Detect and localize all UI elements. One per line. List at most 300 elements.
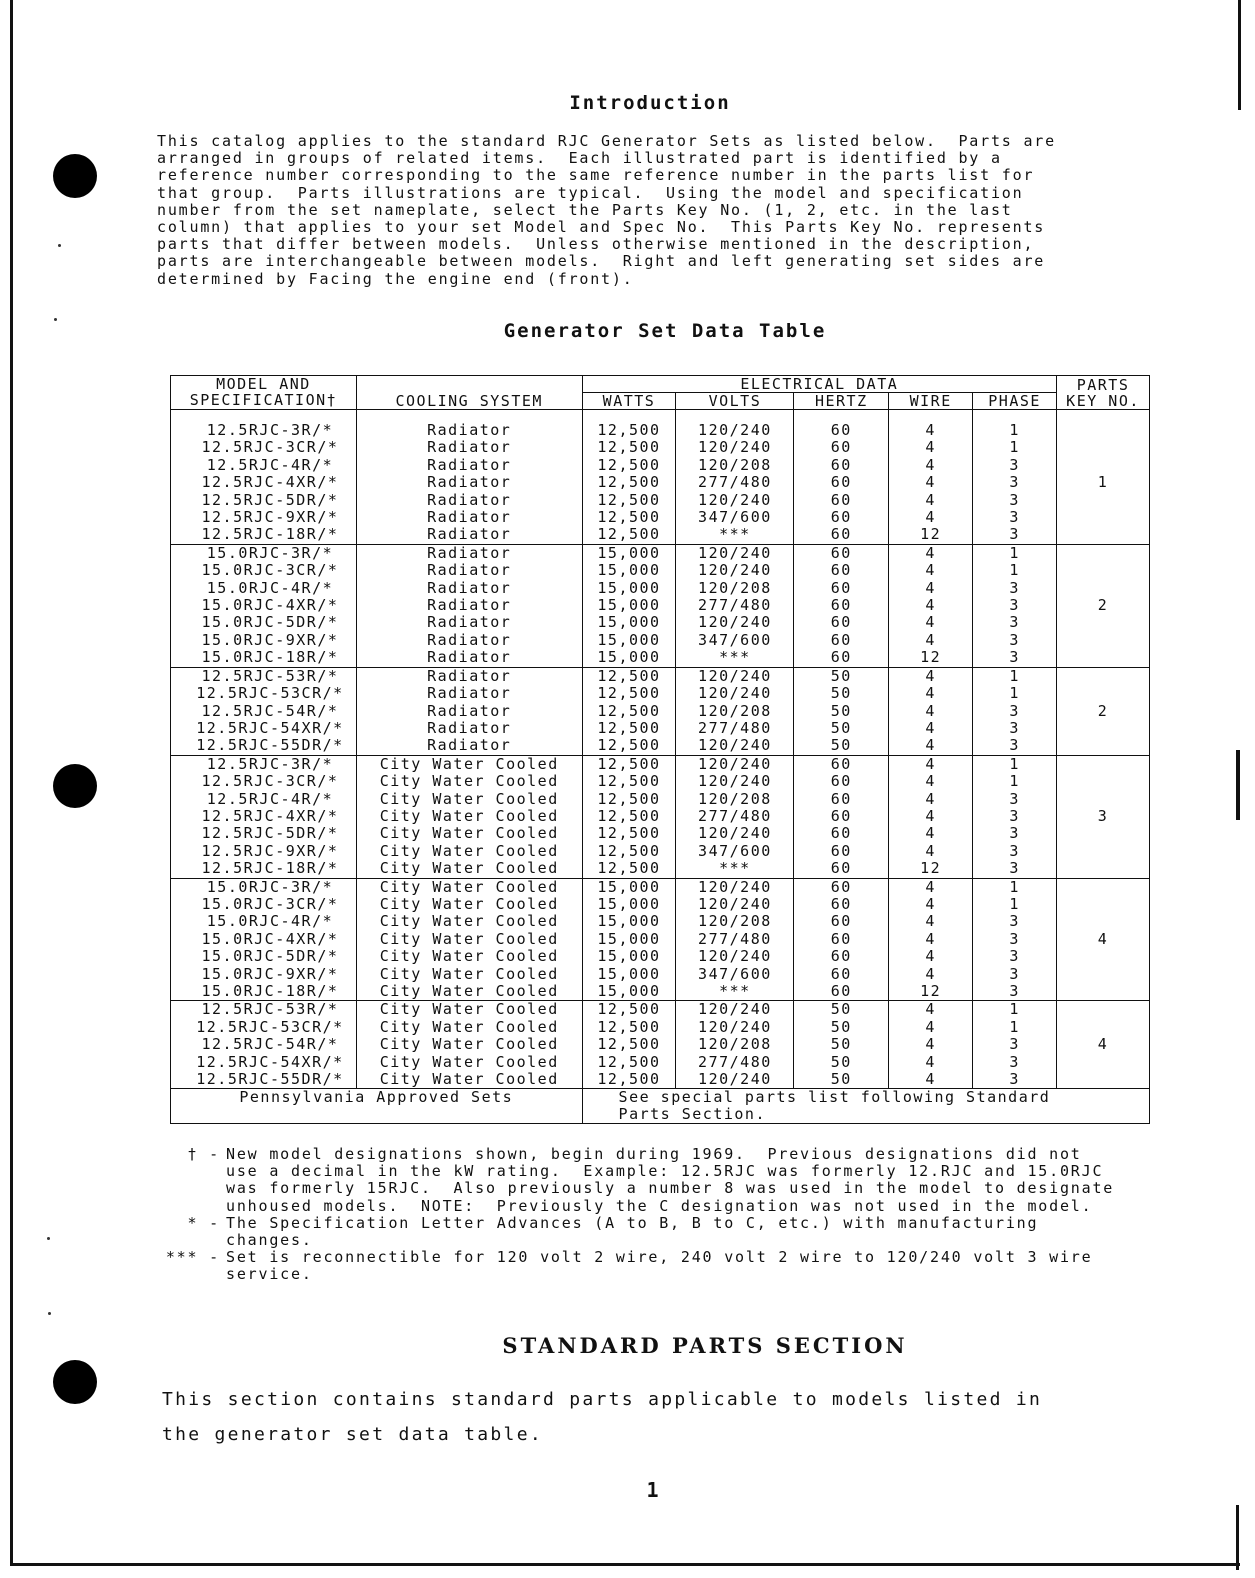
- page-border-right-mid: [1236, 750, 1240, 820]
- cell-phase: 1: [973, 562, 1057, 579]
- cell-cooling: Radiator: [356, 737, 582, 755]
- cell-phase: 3: [973, 931, 1057, 948]
- cell-model: 15.0RJC-3R/*: [171, 878, 357, 896]
- standard-parts-title: STANDARD PARTS SECTION: [502, 1333, 908, 1358]
- cell-parts-key: 2: [1057, 667, 1150, 755]
- table-row: [171, 878, 1150, 896]
- cell-hertz: 60: [794, 878, 889, 896]
- cell-phase: 1: [973, 1019, 1057, 1036]
- cell-model: 12.5RJC-3CR/*: [171, 773, 357, 790]
- cell-phase: 3: [973, 983, 1057, 1001]
- standard-parts-line2: the generator set data table.: [162, 1424, 543, 1445]
- cell-hertz: 60: [794, 649, 889, 667]
- table-row: [171, 614, 1150, 631]
- table-row: [171, 860, 1150, 878]
- binder-hole-top: [53, 154, 97, 198]
- cell-watts: 12,500: [582, 755, 676, 773]
- cell-cooling: City Water Cooled: [356, 825, 582, 842]
- cell-wire: 4: [889, 492, 973, 509]
- cell-volts: 347/600: [676, 509, 794, 526]
- cell-phase: 1: [973, 878, 1057, 896]
- cell-wire: 4: [889, 720, 973, 737]
- cell-model: 12.5RJC-53R/*: [171, 667, 357, 685]
- cell-phase: 3: [973, 474, 1057, 491]
- cell-model: 15.0RJC-9XR/*: [171, 966, 357, 983]
- footnote-line: The Specification Letter Advances (A to B, B to C, etc.) with manufacturing: [226, 1213, 1039, 1232]
- cell-hertz: 50: [794, 737, 889, 755]
- cell-watts: 15,000: [582, 597, 676, 614]
- cell-volts: 277/480: [676, 808, 794, 825]
- table-row: [171, 474, 1150, 491]
- cell-volts: 120/208: [676, 580, 794, 597]
- cell-cooling: City Water Cooled: [356, 773, 582, 790]
- cell-wire: 12: [889, 860, 973, 878]
- cell-volts: 120/240: [676, 562, 794, 579]
- cell-phase: 3: [973, 703, 1057, 720]
- cell-hertz: 50: [794, 1019, 889, 1036]
- cell-phase: 3: [973, 913, 1057, 930]
- cell-phase: 3: [973, 825, 1057, 842]
- header-phase: PHASE: [973, 393, 1057, 410]
- cell-watts: 15,000: [582, 649, 676, 667]
- cell-phase: 3: [973, 1036, 1057, 1053]
- cell-model: 15.0RJC-3CR/*: [171, 896, 357, 913]
- cell-watts: 12,500: [582, 1019, 676, 1036]
- table-row: [171, 492, 1150, 509]
- cell-wire: 4: [889, 755, 973, 773]
- standard-parts-line1: This section contains standard parts applicable to models listed in: [162, 1389, 1043, 1410]
- cell-phase: 1: [973, 544, 1057, 562]
- cell-wire: 4: [889, 422, 973, 439]
- cell-volts: 120/240: [676, 1019, 794, 1036]
- cell-phase: 3: [973, 1054, 1057, 1071]
- cell-cooling: City Water Cooled: [356, 1054, 582, 1071]
- cell-phase: 3: [973, 808, 1057, 825]
- introduction-line: arranged in groups of related items. Each illustrated part is identified by a: [157, 149, 1002, 168]
- cell-watts: 12,500: [582, 509, 676, 526]
- footnote-line: was formerly 15RJC. Also previously a number 8 was used in the model to designate: [226, 1179, 1115, 1198]
- cell-volts: 120/240: [676, 737, 794, 755]
- footnotes: [156, 1146, 1216, 1284]
- cell-model: 15.0RJC-18R/*: [171, 983, 357, 1001]
- cell-model: 12.5RJC-5DR/*: [171, 492, 357, 509]
- cell-model: 12.5RJC-3R/*: [171, 755, 357, 773]
- cell-phase: 3: [973, 614, 1057, 631]
- cell-watts: 12,500: [582, 843, 676, 860]
- table-row: [171, 580, 1150, 597]
- table-row: [171, 737, 1150, 755]
- cell-parts-key: 4: [1057, 878, 1150, 1001]
- cell-model: 12.5RJC-18R/*: [171, 860, 357, 878]
- cell-cooling: City Water Cooled: [356, 808, 582, 825]
- cell-hertz: 50: [794, 685, 889, 702]
- cell-phase: 3: [973, 1071, 1057, 1089]
- cell-model: 12.5RJC-4R/*: [171, 791, 357, 808]
- cell-watts: 12,500: [582, 685, 676, 702]
- table-title: Generator Set Data Table: [503, 320, 827, 342]
- cell-hertz: 60: [794, 492, 889, 509]
- cell-watts: 12,500: [582, 526, 676, 544]
- standard-parts-text: [162, 1382, 1162, 1452]
- table-row: [171, 1036, 1150, 1053]
- table-row: [171, 983, 1150, 1001]
- cell-parts-key: 3: [1057, 755, 1150, 878]
- cell-cooling: Radiator: [356, 667, 582, 685]
- cell-volts: 120/240: [676, 439, 794, 456]
- cell-phase: 1: [973, 773, 1057, 790]
- table-row: [171, 685, 1150, 702]
- cell-watts: 12,500: [582, 457, 676, 474]
- cell-model: 12.5RJC-54R/*: [171, 1036, 357, 1053]
- cell-cooling: Radiator: [356, 649, 582, 667]
- cell-model: 15.0RJC-5DR/*: [171, 614, 357, 631]
- table-row: [171, 896, 1150, 913]
- cell-wire: 12: [889, 526, 973, 544]
- cell-wire: 4: [889, 931, 973, 948]
- footer-see-special: [582, 1089, 1149, 1124]
- cell-cooling: Radiator: [356, 597, 582, 614]
- table-row: [171, 931, 1150, 948]
- table-row: [171, 526, 1150, 544]
- cell-phase: 3: [973, 649, 1057, 667]
- table-row: [171, 966, 1150, 983]
- cell-phase: 3: [973, 526, 1057, 544]
- table-row: [171, 703, 1150, 720]
- cell-cooling: Radiator: [356, 544, 582, 562]
- cell-model: 15.0RJC-3R/*: [171, 544, 357, 562]
- header-hertz: HERTZ: [794, 393, 889, 410]
- table-row: [171, 1001, 1150, 1019]
- cell-wire: 4: [889, 1054, 973, 1071]
- table-row: [171, 1071, 1150, 1089]
- table-row: [171, 562, 1150, 579]
- cell-volts: 120/208: [676, 913, 794, 930]
- cell-model: 15.0RJC-4R/*: [171, 580, 357, 597]
- cell-model: 12.5RJC-9XR/*: [171, 509, 357, 526]
- page-border-left: [10, 0, 13, 1566]
- cell-wire: 4: [889, 632, 973, 649]
- cell-hertz: 60: [794, 526, 889, 544]
- cell-watts: 12,500: [582, 1071, 676, 1089]
- cell-wire: 12: [889, 983, 973, 1001]
- cell-watts: 15,000: [582, 580, 676, 597]
- cell-model: 12.5RJC-55DR/*: [171, 1071, 357, 1089]
- header-volts: VOLTS: [676, 393, 794, 410]
- cell-parts-key: 1: [1057, 422, 1150, 544]
- cell-hertz: 60: [794, 913, 889, 930]
- cell-cooling: City Water Cooled: [356, 1036, 582, 1053]
- cell-phase: 3: [973, 597, 1057, 614]
- cell-phase: 3: [973, 492, 1057, 509]
- cell-hertz: 60: [794, 439, 889, 456]
- cell-watts: 12,500: [582, 773, 676, 790]
- cell-model: 12.5RJC-53R/*: [171, 1001, 357, 1019]
- cell-wire: 4: [889, 843, 973, 860]
- cell-watts: 15,000: [582, 931, 676, 948]
- cell-volts: ***: [676, 649, 794, 667]
- header-model-line2: SPECIFICATION†: [189, 391, 338, 409]
- introduction-line: determined by Facing the engine end (front).: [157, 269, 634, 288]
- cell-hertz: 60: [794, 896, 889, 913]
- cell-cooling: City Water Cooled: [356, 755, 582, 773]
- table-row: [171, 422, 1150, 439]
- cell-model: 15.0RJC-4XR/*: [171, 931, 357, 948]
- cell-watts: 12,500: [582, 422, 676, 439]
- cell-volts: 120/240: [676, 492, 794, 509]
- table-row: [171, 649, 1150, 667]
- footer-pennsylvania: Pennsylvania Approved Sets: [171, 1089, 583, 1124]
- cell-cooling: Radiator: [356, 457, 582, 474]
- cell-volts: 120/240: [676, 755, 794, 773]
- cell-model: 12.5RJC-4XR/*: [171, 474, 357, 491]
- cell-cooling: City Water Cooled: [356, 791, 582, 808]
- cell-watts: 12,500: [582, 439, 676, 456]
- header-model-line1: MODEL AND: [216, 375, 311, 393]
- cell-cooling: Radiator: [356, 422, 582, 439]
- cell-model: 12.5RJC-4XR/*: [171, 808, 357, 825]
- cell-wire: 4: [889, 773, 973, 790]
- table-row: [171, 913, 1150, 930]
- cell-cooling: City Water Cooled: [356, 1001, 582, 1019]
- cell-model: 15.0RJC-18R/*: [171, 649, 357, 667]
- cell-volts: 120/208: [676, 457, 794, 474]
- table-row: [171, 1054, 1150, 1071]
- table-row: [171, 544, 1150, 562]
- table-group: [171, 410, 1150, 545]
- footnote-text: [226, 1249, 1216, 1283]
- cell-hertz: 60: [794, 562, 889, 579]
- cell-cooling: Radiator: [356, 632, 582, 649]
- cell-watts: 15,000: [582, 966, 676, 983]
- cell-cooling: City Water Cooled: [356, 878, 582, 896]
- cell-phase: 3: [973, 791, 1057, 808]
- cell-wire: 4: [889, 1071, 973, 1089]
- cell-cooling: City Water Cooled: [356, 983, 582, 1001]
- footnote-symbol: *** -: [165, 1248, 220, 1267]
- header-parts-key: [1057, 376, 1150, 410]
- introduction-line: that group. Parts illustrations are typical. Using the model and specification: [157, 183, 1024, 202]
- cell-model: 12.5RJC-53CR/*: [171, 1019, 357, 1036]
- cell-model: 12.5RJC-5DR/*: [171, 825, 357, 842]
- cell-volts: 120/240: [676, 773, 794, 790]
- cell-model: 15.0RJC-9XR/*: [171, 632, 357, 649]
- footnote-line: service.: [226, 1265, 313, 1284]
- table-row: [171, 773, 1150, 790]
- cell-cooling: City Water Cooled: [356, 966, 582, 983]
- cell-watts: 15,000: [582, 913, 676, 930]
- cell-hertz: 60: [794, 580, 889, 597]
- cell-volts: 120/240: [676, 667, 794, 685]
- table-row: [171, 948, 1150, 965]
- cell-hertz: 50: [794, 703, 889, 720]
- scan-speck: [47, 1237, 50, 1240]
- header-electrical: ELECTRICAL DATA: [582, 376, 1057, 393]
- cell-wire: 4: [889, 509, 973, 526]
- cell-wire: 4: [889, 913, 973, 930]
- cell-wire: 4: [889, 791, 973, 808]
- cell-model: 15.0RJC-3CR/*: [171, 562, 357, 579]
- table-row: [171, 791, 1150, 808]
- cell-phase: 3: [973, 843, 1057, 860]
- cell-hertz: 60: [794, 597, 889, 614]
- footer-see-special-line2: Parts Section.: [618, 1105, 766, 1124]
- cell-volts: 120/240: [676, 878, 794, 896]
- cell-volts: ***: [676, 860, 794, 878]
- cell-hertz: 50: [794, 720, 889, 737]
- cell-watts: 15,000: [582, 878, 676, 896]
- cell-cooling: City Water Cooled: [356, 913, 582, 930]
- cell-watts: 12,500: [582, 791, 676, 808]
- cell-cooling: City Water Cooled: [356, 1071, 582, 1089]
- cell-cooling: City Water Cooled: [356, 1019, 582, 1036]
- cell-volts: 120/208: [676, 703, 794, 720]
- header-wire: WIRE: [889, 393, 973, 410]
- cell-phase: 1: [973, 422, 1057, 439]
- cell-hertz: 60: [794, 422, 889, 439]
- cell-phase: 1: [973, 1001, 1057, 1019]
- cell-model: 15.0RJC-5DR/*: [171, 948, 357, 965]
- cell-parts-key: 2: [1057, 544, 1150, 667]
- cell-watts: 15,000: [582, 983, 676, 1001]
- cell-hertz: 60: [794, 843, 889, 860]
- footer-see-special-line1: See special parts list following Standard: [618, 1088, 1051, 1107]
- cell-wire: 4: [889, 1001, 973, 1019]
- cell-wire: 4: [889, 1036, 973, 1053]
- header-cooling: COOLING SYSTEM: [356, 376, 582, 410]
- introduction-title: Introduction: [569, 92, 731, 114]
- cell-phase: 3: [973, 737, 1057, 755]
- cell-model: 12.5RJC-54XR/*: [171, 1054, 357, 1071]
- binder-hole-middle: [53, 764, 97, 808]
- cell-watts: 12,500: [582, 667, 676, 685]
- cell-cooling: Radiator: [356, 614, 582, 631]
- cell-watts: 12,500: [582, 720, 676, 737]
- cell-cooling: Radiator: [356, 526, 582, 544]
- scan-speck: [48, 1312, 51, 1315]
- cell-volts: 120/240: [676, 685, 794, 702]
- cell-phase: 1: [973, 685, 1057, 702]
- cell-wire: 4: [889, 597, 973, 614]
- cell-cooling: Radiator: [356, 720, 582, 737]
- table-row: [171, 457, 1150, 474]
- cell-model: 12.5RJC-55DR/*: [171, 737, 357, 755]
- table-group: [171, 1001, 1150, 1089]
- header-parts-line2: KEY NO.: [1066, 391, 1140, 410]
- footnote-line: unhoused models. NOTE: Previously the C designation was not used in the model.: [226, 1196, 1093, 1215]
- cell-wire: 4: [889, 825, 973, 842]
- introduction-line: This catalog applies to the standard RJC Generator Sets as listed below. Parts are: [157, 132, 1056, 150]
- table-row: [171, 509, 1150, 526]
- cell-watts: 15,000: [582, 948, 676, 965]
- cell-cooling: Radiator: [356, 509, 582, 526]
- cell-hertz: 60: [794, 544, 889, 562]
- cell-wire: 4: [889, 737, 973, 755]
- cell-model: 12.5RJC-18R/*: [171, 526, 357, 544]
- cell-volts: ***: [676, 983, 794, 1001]
- header-model: [171, 376, 357, 410]
- cell-volts: 277/480: [676, 597, 794, 614]
- cell-hertz: 60: [794, 773, 889, 790]
- cell-phase: 3: [973, 966, 1057, 983]
- cell-watts: 15,000: [582, 632, 676, 649]
- cell-volts: 120/208: [676, 791, 794, 808]
- cell-watts: 12,500: [582, 703, 676, 720]
- cell-volts: 120/240: [676, 896, 794, 913]
- cell-hertz: 60: [794, 948, 889, 965]
- cell-watts: 12,500: [582, 474, 676, 491]
- table-group: [171, 667, 1150, 755]
- cell-model: 12.5RJC-3CR/*: [171, 439, 357, 456]
- cell-volts: 347/600: [676, 632, 794, 649]
- cell-hertz: 50: [794, 1054, 889, 1071]
- cell-hertz: 50: [794, 1036, 889, 1053]
- table-row: [171, 808, 1150, 825]
- cell-watts: 12,500: [582, 737, 676, 755]
- page-border-right-bottom: [1236, 1505, 1239, 1570]
- cell-hertz: 60: [794, 509, 889, 526]
- cell-model: 12.5RJC-53CR/*: [171, 685, 357, 702]
- cell-volts: 277/480: [676, 474, 794, 491]
- cell-model: 12.5RJC-54XR/*: [171, 720, 357, 737]
- cell-wire: 4: [889, 948, 973, 965]
- cell-model: 15.0RJC-4XR/*: [171, 597, 357, 614]
- cell-wire: 4: [889, 685, 973, 702]
- cell-hertz: 60: [794, 860, 889, 878]
- cell-volts: 120/240: [676, 544, 794, 562]
- cell-wire: 4: [889, 457, 973, 474]
- header-watts: WATTS: [582, 393, 676, 410]
- footnote-line: Set is reconnectible for 120 volt 2 wire, 240 volt 2 wire to 120/240 volt 3 wire: [226, 1248, 1093, 1267]
- cell-wire: 4: [889, 878, 973, 896]
- cell-watts: 12,500: [582, 860, 676, 878]
- page-number: 1: [646, 1478, 659, 1502]
- cell-hertz: 60: [794, 474, 889, 491]
- cell-wire: 4: [889, 439, 973, 456]
- cell-volts: 120/240: [676, 948, 794, 965]
- cell-phase: 1: [973, 896, 1057, 913]
- cell-wire: 4: [889, 966, 973, 983]
- table-group: [171, 544, 1150, 667]
- cell-wire: 4: [889, 808, 973, 825]
- cell-phase: 3: [973, 580, 1057, 597]
- cell-watts: 15,000: [582, 562, 676, 579]
- cell-hertz: 50: [794, 1071, 889, 1089]
- cell-volts: 120/240: [676, 614, 794, 631]
- cell-wire: 4: [889, 667, 973, 685]
- cell-cooling: Radiator: [356, 562, 582, 579]
- introduction-line: reference number corresponding to the same reference number in the parts list for: [157, 166, 1035, 185]
- cell-volts: 277/480: [676, 720, 794, 737]
- cell-volts: 347/600: [676, 843, 794, 860]
- footnote-line: New model designations shown, begin during 1969. Previous designations did not: [226, 1145, 1082, 1163]
- cell-hertz: 60: [794, 457, 889, 474]
- cell-cooling: City Water Cooled: [356, 860, 582, 878]
- cell-volts: 347/600: [676, 966, 794, 983]
- cell-volts: 277/480: [676, 931, 794, 948]
- cell-phase: 1: [973, 667, 1057, 685]
- cell-cooling: City Water Cooled: [356, 843, 582, 860]
- cell-model: 12.5RJC-4R/*: [171, 457, 357, 474]
- table-row: [171, 825, 1150, 842]
- cell-phase: 3: [973, 860, 1057, 878]
- cell-hertz: 60: [794, 983, 889, 1001]
- cell-hertz: 60: [794, 825, 889, 842]
- cell-hertz: 60: [794, 791, 889, 808]
- footnote-text: [226, 1146, 1216, 1215]
- cell-cooling: Radiator: [356, 703, 582, 720]
- table-row: [171, 843, 1150, 860]
- cell-watts: 12,500: [582, 825, 676, 842]
